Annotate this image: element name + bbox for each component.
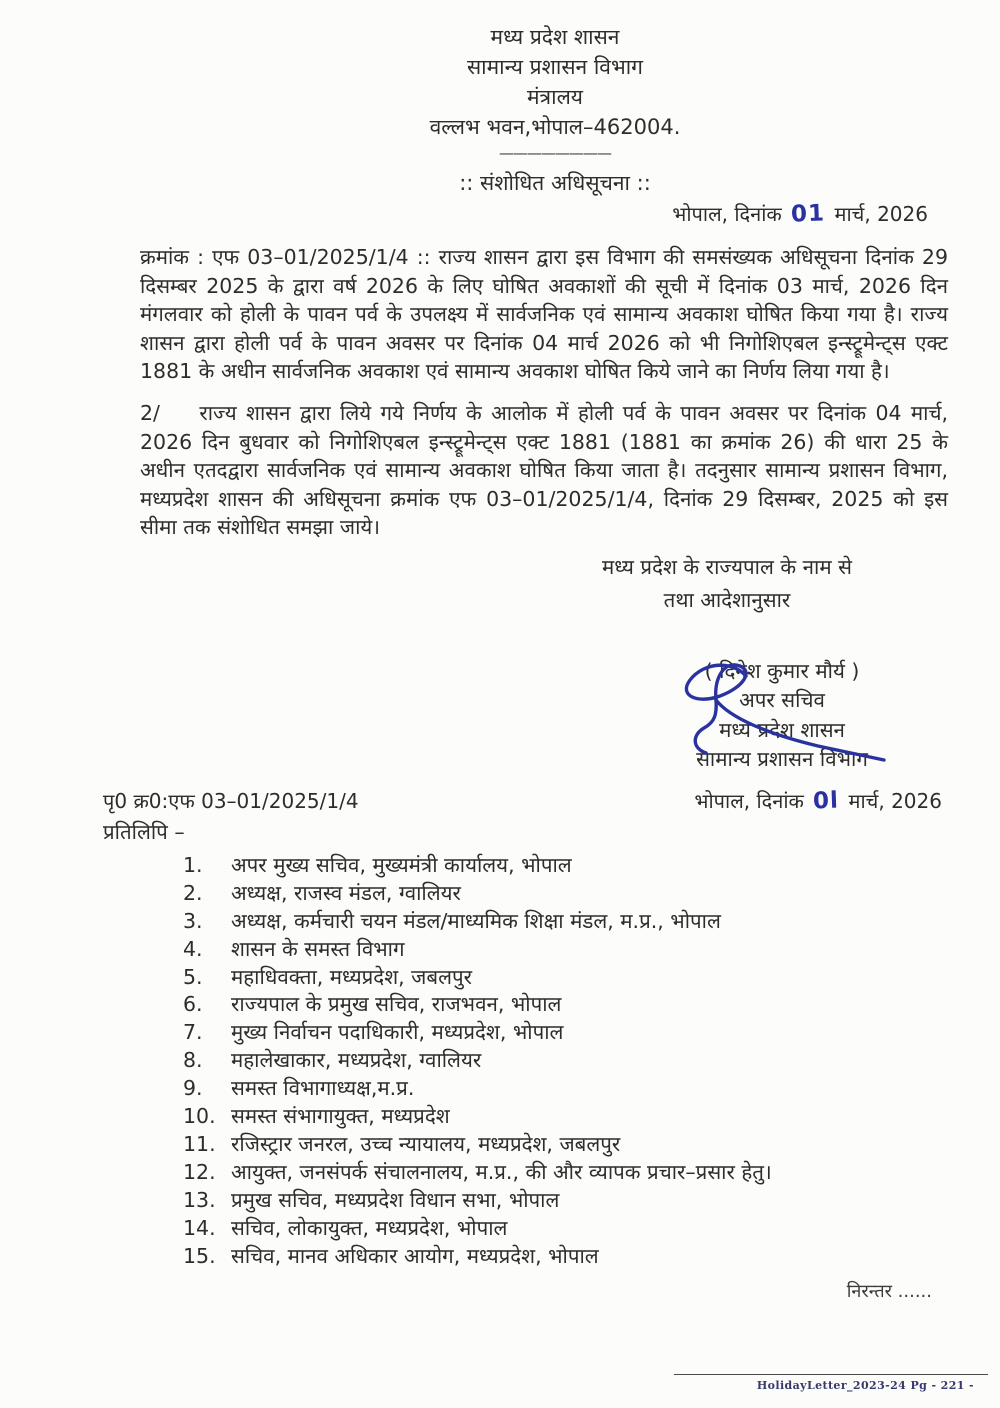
copy-item xyxy=(103,1075,948,1103)
copy-item-text: रजिस्ट्रार जनरल, उच्च न्यायालय, मध्यप्रदेश, जबलपुर xyxy=(231,1132,621,1156)
copy-item xyxy=(103,880,948,908)
copy-item xyxy=(103,964,948,992)
by-order-line-2: तथा आदेशानुसार xyxy=(663,587,791,612)
issue-date-suffix: मार्च, 2026 xyxy=(834,202,928,226)
copy-item-number: 11. xyxy=(183,1132,216,1156)
copy-item xyxy=(103,1159,948,1187)
signatory-block xyxy=(622,657,942,775)
copy-item-number: 2. xyxy=(183,880,203,905)
copy-item-number: 8. xyxy=(183,1048,203,1073)
copy-item xyxy=(103,991,948,1019)
copy-item-text: राज्यपाल के प्रमुख सचिव, राजभवन, भोपाल xyxy=(231,992,562,1017)
copy-item-number: 9. xyxy=(183,1076,203,1101)
copy-item-text: समस्त विभागाध्यक्ष,म.प्र. xyxy=(231,1076,415,1101)
notification-title: :: संशोधित अधिसूचना :: xyxy=(459,171,651,195)
issue-date-line xyxy=(0,200,1000,227)
letterhead-mantralaya: मंत्रालय xyxy=(526,85,583,109)
signatory-designation: अपर सचिव xyxy=(739,688,825,713)
endorsement-line xyxy=(103,787,942,814)
copy-item xyxy=(103,1019,948,1047)
copy-item-text: मुख्य निर्वाचन पदाधिकारी, मध्यप्रदेश, भोपाल xyxy=(231,1020,564,1045)
copy-item-text: अपर मुख्य सचिव, मुख्यमंत्री कार्यालय, भोपाल xyxy=(231,852,572,877)
signatory-org-2: सामान्य प्रशासन विभाग xyxy=(696,747,868,772)
copy-item-text: महालेखाकार, मध्यप्रदेश, ग्वालियर xyxy=(231,1048,482,1073)
paragraph-1: क्रमांक : एफ 03–01/2025/1/4 :: राज्य शासन द्वारा इस विभाग की समसंख्यक अधिसूचना दिनांक 29 दिसम्बर 2025 के द्वारा वर्ष 2026 के लिए घोषित अवकाशों की सूची में दिनांक 03 मार्च, 2026 दिन मंगलवार को होली के पावन पर्व के उपलक्ष्य में सार्वजनिक एवं सामान्य अवकाश घोषित किया गया है। राज्य शासन द्वारा होली पर्व के पावन अवसर पर दिनांक 04 मार्च 2026 को भी निगोशिएबल इन्स्ट्रूमेन्ट्स एक्ट 1881 के अधीन सार्वजनिक अवकाश एवं सामान्य अवकाश घोषित किये जाने का निर्णय लिया गया है। xyxy=(140,245,948,384)
page-footer: HolidayLetter_2023-24 Pg - 221 - xyxy=(674,1374,988,1392)
copy-item-number: 7. xyxy=(183,1020,203,1045)
endorsement-handwritten-day: 0l xyxy=(812,787,840,815)
copy-item-number: 5. xyxy=(183,964,203,989)
copy-item-text: महाधिवक्ता, मध्यप्रदेश, जबलपुर xyxy=(231,964,473,989)
copy-item xyxy=(103,1215,948,1243)
copy-item-text: समस्त संभागायुक्त, मध्यप्रदेश xyxy=(231,1104,450,1129)
copy-item-text: आयुक्त, जनसंपर्क संचालनालय, म.प्र., की और व्यापक प्रचार–प्रसार हेतु। xyxy=(231,1159,772,1184)
issue-date-prefix: भोपाल, दिनांक xyxy=(672,202,782,226)
letterhead-govt-name: मध्य प्रदेश शासन xyxy=(490,25,620,49)
copy-item-number: 3. xyxy=(183,908,203,933)
paragraph-2-text: राज्य शासन द्वारा लिये गये निर्णय के आलोक में होली पर्व के पावन अवसर पर दिनांक 04 मार्च, 2026 दिन बुधवार को निगोशिएबल इन्स्ट्रूमेन्ट्स एक्ट 1881 (1881 का क्रमांक 26) की धारा 25 के अधीन एतदद्वारा सार्वजनिक एवं सामान्य अवकाश घोषित किया जाता है। तदनुसार सामान्य प्रशासन विभाग, मध्यप्रदेश शासन की अधिसूचना क्रमांक एफ 03–01/2025/1/4, दिनांक 29 दिसम्बर, 2025 को इस सीमा तक संशोधित समझा जाये। xyxy=(140,400,948,540)
paragraph-2-number: 2/ xyxy=(140,400,160,425)
copy-item-text: अध्यक्ष, राजस्व मंडल, ग्वालियर xyxy=(231,880,461,905)
copy-item-text: सचिव, मानव अधिकार आयोग, मध्यप्रदेश, भोपाल xyxy=(231,1243,599,1268)
continuation-note: निरन्तर ...... xyxy=(846,1280,932,1302)
letterhead xyxy=(315,0,795,164)
signatory-org-1: मध्य प्रदेश शासन xyxy=(719,717,845,742)
copy-item-text: सचिव, लोकायुक्त, मध्यप्रदेश, भोपाल xyxy=(231,1215,508,1240)
copy-item-number: 12. xyxy=(183,1159,216,1184)
endorsement-ref: पृ0 क्र0:एफ 03–01/2025/1/4 xyxy=(103,788,359,813)
letterhead-address: वल्लभ भवन,भोपाल–462004. xyxy=(429,115,681,139)
copies-label: प्रतिलिपि – xyxy=(103,819,185,844)
endorsement-date xyxy=(694,787,942,814)
endorsement-date-prefix: भोपाल, दिनांक xyxy=(694,788,804,813)
copy-item-number: 10. xyxy=(183,1104,216,1129)
copy-item-number: 6. xyxy=(183,992,203,1017)
copy-item-number: 1. xyxy=(183,852,203,877)
copy-item xyxy=(103,1131,948,1159)
copy-item-number: 13. xyxy=(183,1187,216,1212)
copy-item-number: 4. xyxy=(183,936,203,961)
copy-item xyxy=(103,1047,948,1075)
copy-item xyxy=(103,908,948,936)
issue-date-handwritten-day: 01 xyxy=(790,200,826,228)
endorsement-date-suffix: मार्च, 2026 xyxy=(848,788,942,813)
copy-item-text: शासन के समस्त विभाग xyxy=(231,936,405,961)
copy-item xyxy=(103,852,948,880)
paragraph-2 xyxy=(140,399,948,542)
copy-item-text: प्रमुख सचिव, मध्यप्रदेश विधान सभा, भोपाल xyxy=(231,1187,560,1212)
by-order-block xyxy=(512,551,942,617)
copy-item-text: अध्यक्ष, कर्मचारी चयन मंडल/माध्यमिक शिक्षा मंडल, म.प्र., भोपाल xyxy=(231,908,721,933)
copy-item xyxy=(103,1187,948,1215)
copy-item-number: 14. xyxy=(183,1215,216,1240)
copy-item xyxy=(103,1243,948,1271)
letterhead-department: सामान्य प्रशासन विभाग xyxy=(466,55,644,79)
copy-item xyxy=(103,1103,948,1131)
signatory-name: ( दिनेश कुमार मौर्य ) xyxy=(704,658,860,683)
copy-item-number: 15. xyxy=(183,1243,216,1268)
by-order-line-1: मध्य प्रदेश के राज्यपाल के नाम से xyxy=(602,554,852,579)
copies-list xyxy=(103,852,948,1271)
copy-item xyxy=(103,936,948,964)
letterhead-divider: ———————— xyxy=(499,144,611,162)
